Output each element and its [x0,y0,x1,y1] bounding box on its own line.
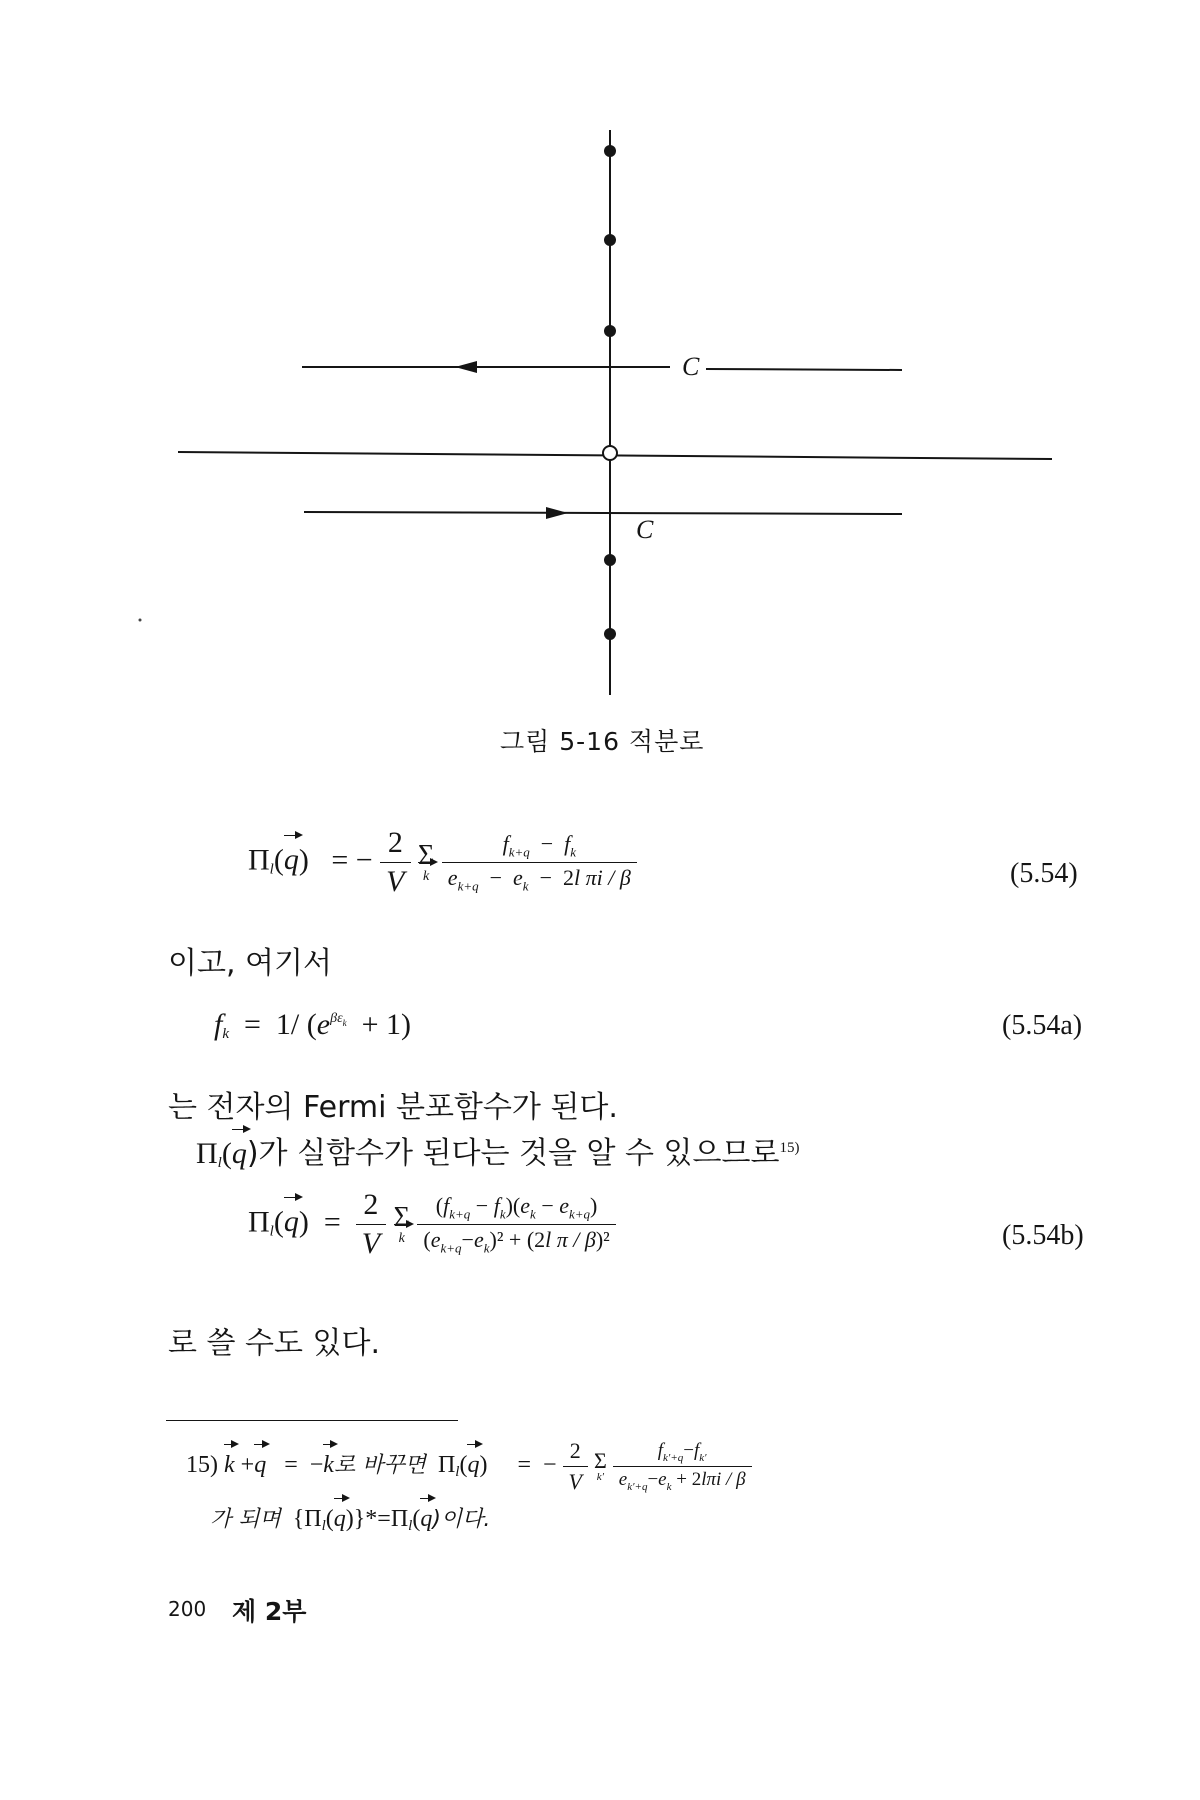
footnote-ref: 15) [779,1140,800,1156]
contour-figure [0,0,1200,720]
equation-5-54: Πl(q) = − $\frac{2}{V}$ Σ k $\frac{f_{k+q} - f_k}{e_{k+q} - e_k - 2l \pi i / \beta}$ [248,826,637,899]
equation-number: (5.54b) [1002,1220,1084,1251]
page-number: 200 [168,1597,207,1621]
contour-upper-right [706,369,902,370]
footnote-text: 로 바꾸면 [333,1453,426,1479]
footnote-label: 15) [186,1452,218,1479]
contour-upper-arrow [455,361,477,373]
text-line: 이고, 여기서 [168,946,332,981]
origin-circle [603,446,617,460]
footnote-text: 가 되며 [210,1507,281,1532]
contour-lower [304,512,902,514]
footnote-rule [166,1420,458,1421]
pole-dot [604,325,616,337]
part-label: 제 2부 [232,1597,307,1626]
equation-number: (5.54a) [1002,1010,1083,1041]
text-line: 는 전자의 Fermi 분포함수가 된다. [168,1090,618,1125]
speck [139,619,142,622]
pole-dot [604,234,616,246]
contour-lower-arrow [546,507,568,519]
text-line: Πl(q)가 실함수가 된다는 것을 알 수 있으므로$^{15)}$ [196,1136,800,1171]
pole-dot [604,554,616,566]
figure-caption: 그림 5-16 적분로 [500,727,705,756]
contour-label-bottom: C [636,515,654,544]
text-line-suffix: )가 실함수가 된다는 것을 알 수 있으므로 [246,1136,780,1171]
contour-label-top: C [682,352,700,381]
footnote-line-1: 15) k +q = −k로 바꾸면 Πl(q) = − $\frac{2}{V}$ Σ k′ $\frac{f_{k'+q}-f_{k'}}{e_{k'+q}-e_k + 2l\pi i / \beta}$ [186,1438,752,1495]
text-line: 로 쓸 수도 있다. [168,1326,381,1361]
equation-number: (5.54) [1010,858,1078,889]
equation-5-54a: fk = 1/ $(e^{\beta\varepsilon_k} + 1)$ [214,1008,412,1042]
pole-dot [604,145,616,157]
pole-dot [604,628,616,640]
equation-5-54b: Πl(q) = $\frac{2}{V}$ Σ k $\frac{(f_{k+q} - f_k)(e_k - e_{k+q})}{(e_{k+q}-e_k)^2 + (2l \pi / \beta)^2}$ [248,1188,616,1261]
footnote-text: )이다. [432,1507,491,1532]
footnote-line-2: 가 되며 {Πl(q)}*=Πl(q)이다. [210,1506,491,1534]
